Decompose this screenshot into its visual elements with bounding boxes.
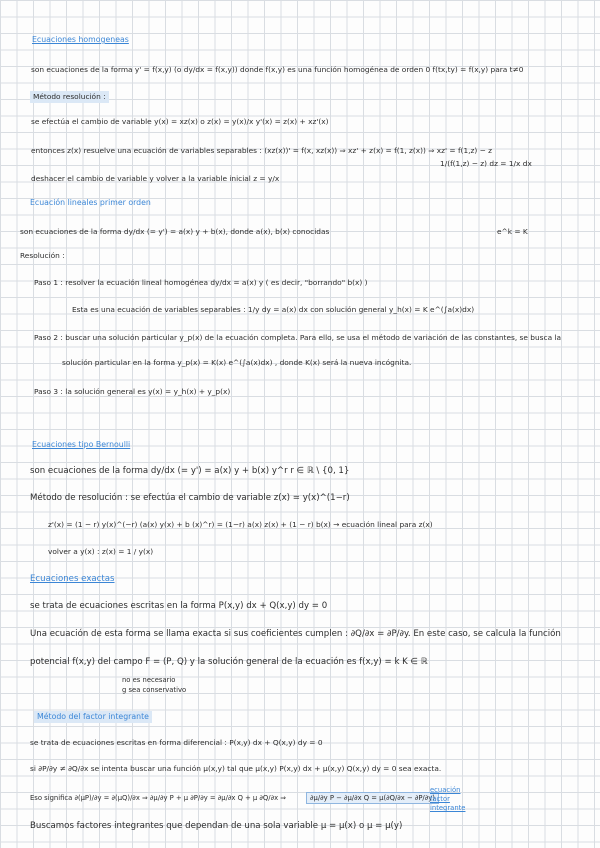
exactas-nota-1: no es necesario	[122, 676, 176, 684]
exactas-forma: se trata de ecuaciones escritas en la forma P(x,y) dx + Q(x,y) dy = 0	[30, 601, 328, 611]
factor-ecuacion-box: ∂μ/∂y P − ∂μ/∂x Q = μ(∂Q/∂x − ∂P/∂y)	[306, 792, 439, 804]
lineales-paso-2: Paso 2 : buscar una solución particular y_p(x) de la ecuación completa. Para ello, se usa el método de variación de las constantes, se busca la	[34, 333, 562, 342]
section-title-exactas: Ecuaciones exactas	[30, 574, 115, 584]
lineales-paso-2-detalle: solución particular en la forma y_p(x) = K(x) e^(∫a(x)dx) , donde K(x) será la nueva incógnita.	[62, 358, 412, 367]
lineales-paso-1-detalle: Esta es una ecuación de variables separables : 1/y dy = a(x) dx con solución general y_h(x) = K e^(∫a(x)dx)	[72, 305, 475, 314]
homogeneas-deshacer: deshacer el cambio de variable y volver a la variable inicial z = y/x	[31, 174, 280, 183]
section-title-bernoulli: Ecuaciones tipo Bernoulli	[32, 440, 131, 449]
lineales-paso-3: Paso 3 : la solución general es y(x) = y_h(x) + y_p(x)	[34, 387, 231, 396]
homogeneas-separables-formula: 1/(f(1,z) − z) dz = 1/x dx	[440, 159, 532, 168]
lineales-resolucion-label: Resolución :	[20, 251, 65, 260]
lineales-side-note: e^k = K	[497, 227, 528, 236]
bernoulli-metodo: Método de resolución : se efectúa el cambio de variable z(x) = y(x)^(1−r)	[30, 493, 350, 503]
factor-forma-diferencial: se trata de ecuaciones escritas en forma diferencial : P(x,y) dx + Q(x,y) dy = 0	[30, 738, 323, 747]
factor-significa: Eso significa ∂(μP)/∂y = ∂(μQ)/∂x ⇒ ∂μ/∂y P + μ ∂P/∂y = ∂μ/∂x Q + μ ∂Q/∂x ⇒	[30, 794, 286, 802]
exactas-condicion: Una ecuación de esta forma se llama exacta si sus coeficientes cumplen : ∂Q/∂x = ∂P/∂y. En este caso, se calcula la función	[30, 629, 561, 639]
factor-buscar-mu: si ∂P/∂y ≠ ∂Q/∂x se intenta buscar una función μ(x,y) tal que μ(x,y) P(x,y) dx + μ(x,y) Q(x,y) dy = 0 sea exacta.	[30, 764, 442, 773]
lineales-definition: son ecuaciones de la forma dy/dx (= y') = a(x) y + b(x), donde a(x), b(x) conocidas	[20, 227, 330, 236]
section-title-homogeneas: Ecuaciones homogeneas	[32, 35, 129, 44]
section-title-factor-integrante: Método del factor integrante	[34, 711, 152, 723]
exactas-potencial: potencial f(x,y) del campo F = (P, Q) y la solución general de la ecuación es f(x,y) = k K ∈ ℝ	[30, 657, 428, 667]
homogeneas-separables: entonces z(x) resuelve una ecuación de variables separables : (xz(x))' = f(x, xz(x)) ⇒ xz' + z(x) = f(1, z(x)) ⇒ xz' = f(1,z) − z	[31, 146, 493, 155]
lineales-paso-1: Paso 1 : resolver la ecuación lineal homogénea dy/dx = a(x) y ( es decir, "borrando" b(x) )	[34, 278, 368, 287]
bernoulli-derivada: z'(x) = (1 − r) y(x)^(−r) (a(x) y(x) + b (x)^r) = (1−r) a(x) z(x) + (1 − r) b(x) → ecuación lineal para z(x)	[48, 520, 433, 529]
factor-una-variable: Buscamos factores integrantes que dependan de una sola variable μ = μ(x) o μ = μ(y)	[30, 821, 403, 831]
bernoulli-volver: volver a y(x) : z(x) = 1 / y(x)	[48, 547, 154, 556]
homogeneas-definition: son ecuaciones de la forma y' = f(x,y) (o dy/dx = f(x,y)) donde f(x,y) es una función homogénea de orden 0 f(tx,ty) = f(x,y) para t≠0	[31, 65, 524, 74]
homogeneas-metodo-label: Método resolución :	[30, 91, 109, 103]
bernoulli-definition: son ecuaciones de la forma dy/dx (= y') = a(x) y + b(x) y^r r ∈ ℝ \ {0, 1}	[30, 466, 350, 476]
section-title-lineales: Ecuación lineales primer orden	[30, 198, 151, 207]
factor-ecuacion-label: ecuación factor integrante	[430, 786, 466, 812]
exactas-nota-2: g sea conservativo	[122, 686, 187, 694]
homogeneas-cambio: se efectúa el cambio de variable y(x) = xz(x) o z(x) = y(x)/x y'(x) = z(x) + xz'(x)	[31, 117, 329, 126]
